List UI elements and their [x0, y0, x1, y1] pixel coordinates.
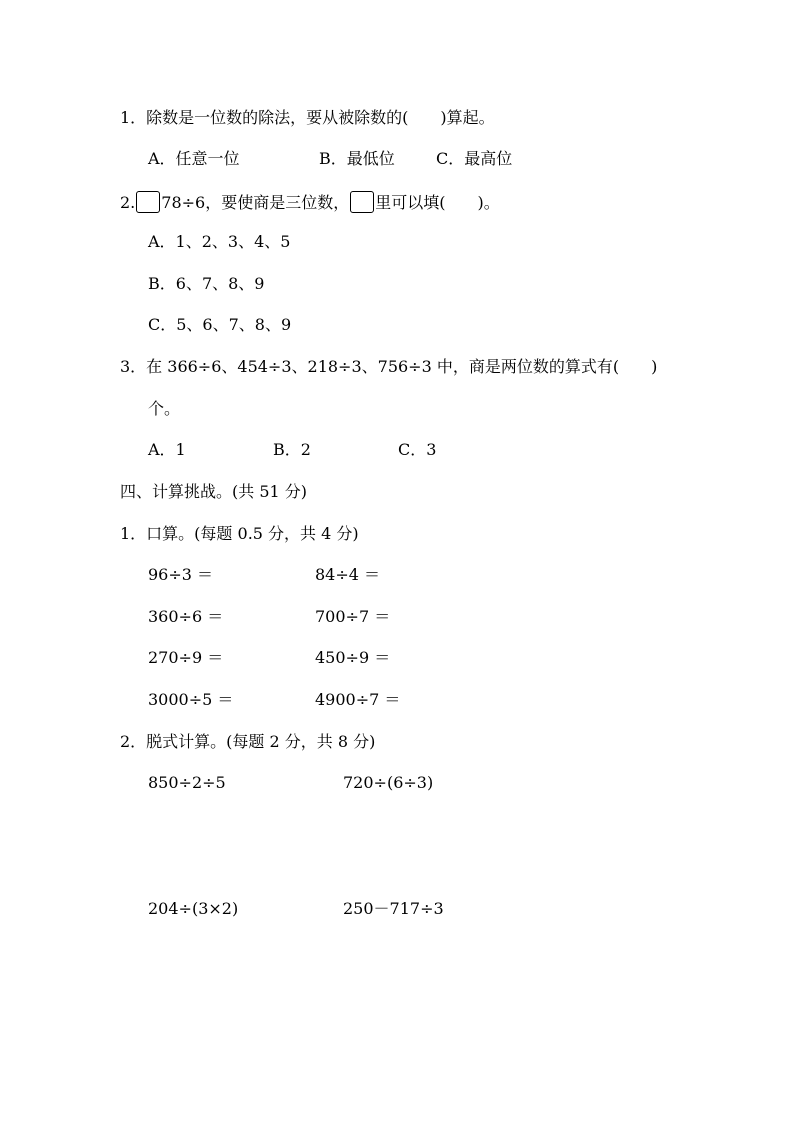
- answer-box: [136, 191, 160, 213]
- oral-calc-item: 3000÷5 ＝: [148, 690, 234, 709]
- oral-calc-item: 4900÷7 ＝: [315, 690, 401, 709]
- oral-calc-title: 1．口算。(每题 0.5 分，共 4 分): [120, 524, 359, 543]
- oral-calc-item: 450÷9 ＝: [315, 648, 391, 667]
- question-2-mid-text: 78÷6，要使商是三位数，: [161, 193, 350, 212]
- question-3-option-a: A．1: [148, 440, 186, 459]
- answer-box: [350, 191, 374, 213]
- question-1-option-c: C．最高位: [436, 149, 513, 168]
- step-calc-item: 204÷(3×2): [148, 899, 239, 918]
- step-calc-title: 2．脱式计算。(每题 2 分，共 8 分): [120, 732, 376, 751]
- question-3-stem: 3．在 366÷6、454÷3、218÷3、756÷3 中，商是两位数的算式有( ): [120, 357, 658, 376]
- oral-calc-item: 84÷4 ＝: [315, 565, 381, 584]
- section-4-title: 四、计算挑战。(共 51 分): [120, 482, 308, 501]
- oral-calc-item: 270÷9 ＝: [148, 648, 224, 667]
- oral-calc-item: 700÷7 ＝: [315, 607, 391, 626]
- question-1-option-b: B．最低位: [319, 149, 395, 168]
- step-calc-item: 250－717÷3: [343, 899, 444, 918]
- question-2-option-c: C．5、6、7、8、9: [148, 315, 292, 334]
- oral-calc-item: 96÷3 ＝: [148, 565, 214, 584]
- question-2-option-a: A．1、2、3、4、5: [148, 232, 291, 251]
- question-2-number: 2.: [120, 193, 136, 212]
- question-2-suffix-text: 里可以填( )。: [375, 193, 500, 212]
- question-2-option-b: B．6、7、8、9: [148, 274, 265, 293]
- oral-calc-item: 360÷6 ＝: [148, 607, 224, 626]
- step-calc-item: 850÷2÷5: [148, 773, 226, 792]
- question-3-option-b: B．2: [273, 440, 311, 459]
- question-1-option-a: A．任意一位: [148, 149, 240, 168]
- question-3-stem-continued: 个。: [148, 399, 181, 418]
- question-2-stem: [120, 191, 500, 211]
- step-calc-item: 720÷(6÷3): [343, 773, 434, 792]
- question-3-option-c: C．3: [398, 440, 437, 459]
- question-1-stem: 1．除数是一位数的除法，要从被除数的( )算起。: [120, 108, 495, 127]
